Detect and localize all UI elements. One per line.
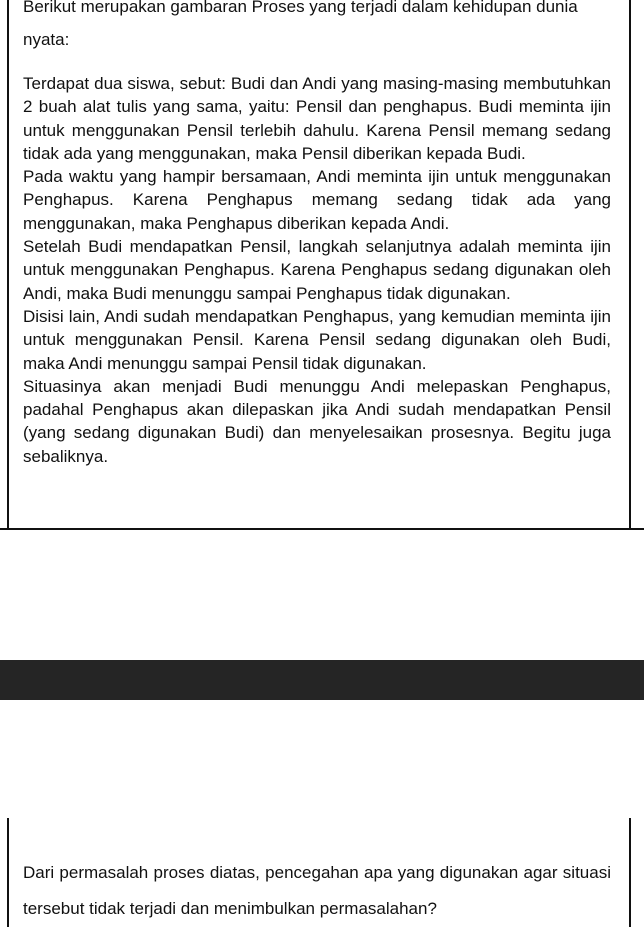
intro-text: Berikut merupakan gambaran Proses yang terjadi dalam kehidupan dunia nyata: <box>23 0 578 49</box>
paragraph: Setelah Budi mendapatkan Pensil, langkah selanjutnya adalah meminta ijin untuk menggunakan Penghapus. Karena Penghapus sedang digunakan oleh Andi, maka Budi menunggu sampai Penghapus tidak digunakan. <box>23 237 611 303</box>
page-border-right <box>629 0 631 530</box>
page-separator-band <box>0 660 644 700</box>
paragraph: Terdapat dua siswa, sebut: Budi dan Andi yang masing-masing membutuhkan 2 buah alat tulis yang sama, yaitu: Pensil dan penghapus. Budi meminta ijin untuk menggunakan Pensil terlebih dahulu. Karena Pensil memang sedang tidak ada yang menggunakan, maka Pensil diberikan kepada Budi. <box>23 74 611 163</box>
paragraph: Pada waktu yang hampir bersamaan, Andi meminta ijin untuk menggunakan Penghapus. Karena Penghapus memang sedang tidak ada yang menggunakan, maka Penghapus diberikan kepada Andi. <box>23 167 611 233</box>
page-border-bottom <box>0 528 644 530</box>
question-text: Dari permasalah proses diatas, pencegahan apa yang digunakan agar situasi tersebut tidak terjadi dan menimbulkan permasalahan? <box>23 863 611 918</box>
paragraph: Situasinya akan menjadi Budi menunggu Andi melepaskan Penghapus, padahal Penghapus akan dilepaskan jika Andi sudah mendapatkan Pensil (yang sedang digunakan Budi) dan menyelesaikan prosesnya. Begitu juga sebaliknya. <box>23 376 611 466</box>
document-page-bottom <box>0 818 644 927</box>
page-border-left <box>7 0 9 530</box>
page-border-left <box>7 818 9 927</box>
page-border-right <box>629 818 631 927</box>
story-text <box>23 72 611 468</box>
paragraph: Disisi lain, Andi sudah mendapatkan Penghapus, yang kemudian meminta ijin untuk menggunakan Pensil. Karena Pensil sedang digunakan oleh Budi, maka Andi menunggu sampai Pensil tidak digunakan. <box>23 306 611 373</box>
